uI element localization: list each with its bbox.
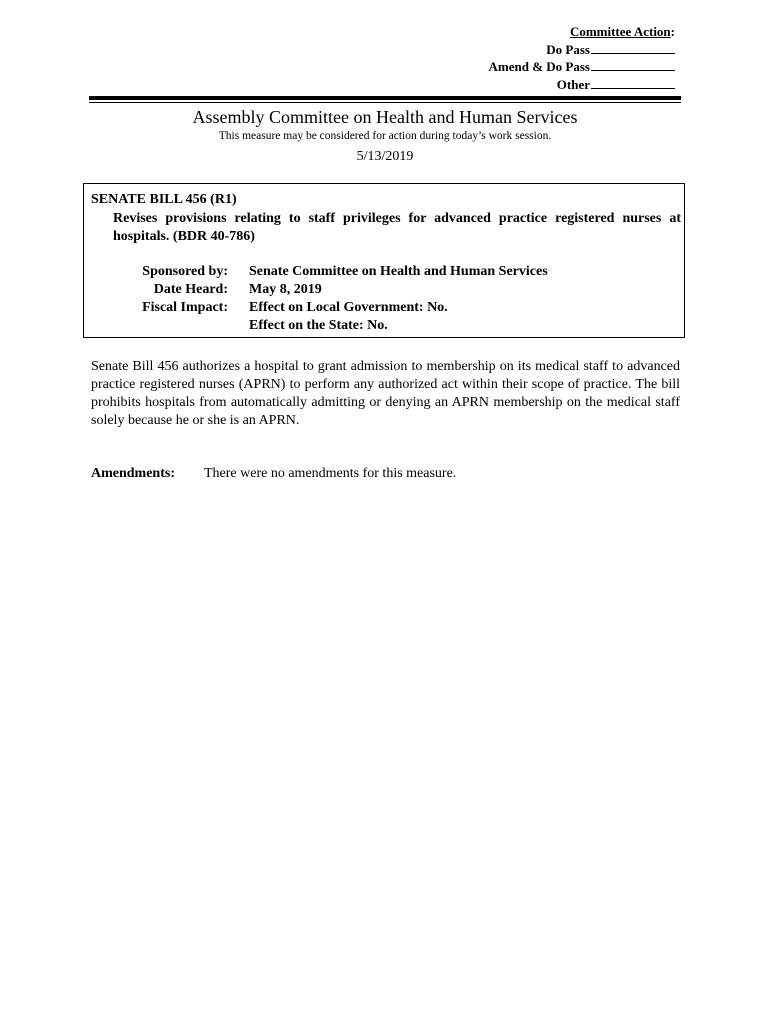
other-label: Other	[556, 76, 590, 92]
header-rule-thin	[89, 102, 681, 103]
bill-title: SENATE BILL 456 (R1)	[91, 192, 237, 207]
amendments-text: There were no amendments for this measure.	[204, 466, 457, 481]
fiscal-local-value: Effect on Local Government: No.	[249, 300, 448, 315]
amend-do-pass-blank	[591, 58, 675, 71]
session-date: 5/13/2019	[356, 149, 414, 164]
committee-action-colon: :	[670, 24, 675, 39]
bill-summary-box	[83, 183, 685, 338]
do-pass-label: Do Pass	[546, 41, 590, 57]
bill-description: Revises provisions relating to staff privileges for advanced practice registered nurses at hospitals. (BDR 40-786)	[113, 211, 681, 244]
sponsored-label: Sponsored by:	[142, 264, 228, 279]
bill-explanation: Senate Bill 456 authorizes a hospital to grant admission to membership on its medical staff to advanced practice registered nurses (APRN) to perform any authorized act within their scope of practice. The bill prohibits hospitals from automatically admitting or denying an APRN membership on the medical staff solely because he or she is an APRN.	[91, 359, 680, 428]
sponsored-value: Senate Committee on Health and Human Services	[249, 264, 548, 279]
amendments-label: Amendments:	[91, 466, 175, 481]
committee-action-heading	[489, 24, 675, 41]
amend-do-pass-label: Amend & Do Pass	[488, 59, 590, 74]
work-session-note: This measure may be considered for action during today’s work session.	[218, 130, 552, 142]
header-rule-thick	[89, 96, 681, 100]
do-pass-line	[489, 41, 675, 59]
date-heard-value: May 8, 2019	[249, 282, 322, 297]
committee-name: Assembly Committee on Health and Human Services	[192, 107, 578, 127]
fiscal-impact-label: Fiscal Impact:	[142, 300, 228, 315]
other-blank	[591, 76, 675, 89]
committee-action-title: Committee Action	[569, 24, 671, 39]
fiscal-state-value: Effect on the State: No.	[249, 318, 388, 333]
amend-do-pass-line	[489, 58, 675, 76]
other-line	[489, 76, 675, 94]
date-heard-label: Date Heard:	[153, 282, 228, 297]
committee-action-block	[489, 24, 675, 93]
do-pass-blank	[591, 41, 675, 54]
